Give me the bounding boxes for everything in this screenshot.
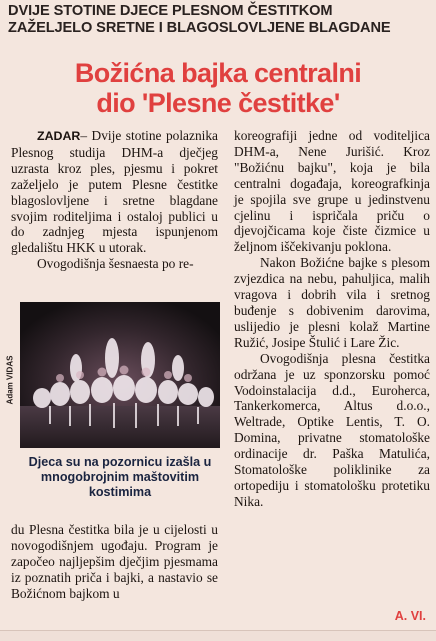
author-signature: A. VI. xyxy=(394,609,426,623)
headline xyxy=(0,58,436,118)
stage-photo-image xyxy=(20,302,220,448)
stage-photo xyxy=(20,302,220,448)
photo-caption: Djeca su na pozornicu izašla u mnogobrojnim maštovitim kostimima xyxy=(28,455,212,499)
photo-credit xyxy=(3,310,17,450)
paragraph-2-continued: du Plesna čestitka bila je u cijelosti u novogodišnjem ugođaju. Program je započeo najljepšim dječjim pjesmama iz poznatih priča i bajki, a nastavio se Božićnom bajkom u xyxy=(11,522,218,601)
right-column xyxy=(234,128,430,510)
kicker-line-2: ZAŽELJELO SRETNE I BLAGOSLOVLJENE BLAGDANE xyxy=(8,20,391,36)
clipping-bottom-edge xyxy=(0,630,436,641)
kicker-line-1: DVIJE STOTINE DJECE PLESNOM ČESTITKOM xyxy=(8,3,333,19)
dateline-city: ZADAR xyxy=(37,129,81,143)
paragraph-2-start: Ovogodišnja šesnaesta po re- xyxy=(37,256,194,272)
left-column-bottom xyxy=(11,522,218,602)
headline-line-1: Božićna bajka centralni xyxy=(74,58,362,88)
lead-paragraph xyxy=(11,128,218,256)
left-column-top xyxy=(11,128,218,272)
photo-credit-text: Adam VIDAS xyxy=(5,355,15,405)
kicker xyxy=(8,3,432,37)
right-paragraph-2: Nakon Božićne bajke s plesom zvjezdica na nebu, pahuljica, malih vragova i dobrih vila i sretnog buđenje s dobivenim darovima, uslijedio je plesni kolaž Martine Ružić, Josipe Štulić i Lare Žic. xyxy=(234,255,430,350)
right-paragraph-3: Ovogodišnja plesna čestitka održana je uz sponzorsku pomoć Vodoinstalacija d.d., Euroherca, Tankerkomerca, Altus d.o.o., Weltrade, Optike Lentis, T. O. Domina, privatne stomatološke ordinacije dr. Paška Matulića, Stomatološke poliklinike za ortopediju i stomatološku protetiku Nika. xyxy=(234,350,430,509)
right-paragraph-1: koreografiji jedne od voditeljica DHM-a, Nene Jurišić. Kroz "Božićnu bajku", koja je bila centralni događaja, koreografkinja je spojila sve grupe u jedinstvenu cjelinu i ispričala priču o djevojčicama koje čiste čizmice u željnom iščekivanju poklona. xyxy=(234,128,430,255)
headline-line-2: dio 'Plesne čestitke' xyxy=(96,88,340,118)
lead-paragraph-text: – Dvije stotine polaznika Plesnog studija DHM-a dječjeg uzrasta kroz ples, pjesmu i pokret zaželjelo je putem Plesne čestitke blagoslovljene i sretne blagdane svojim roditeljima i ostaloj publici u do zadnjeg mjesta ispunjenom gledalištu HKK u utorak. xyxy=(11,128,218,256)
